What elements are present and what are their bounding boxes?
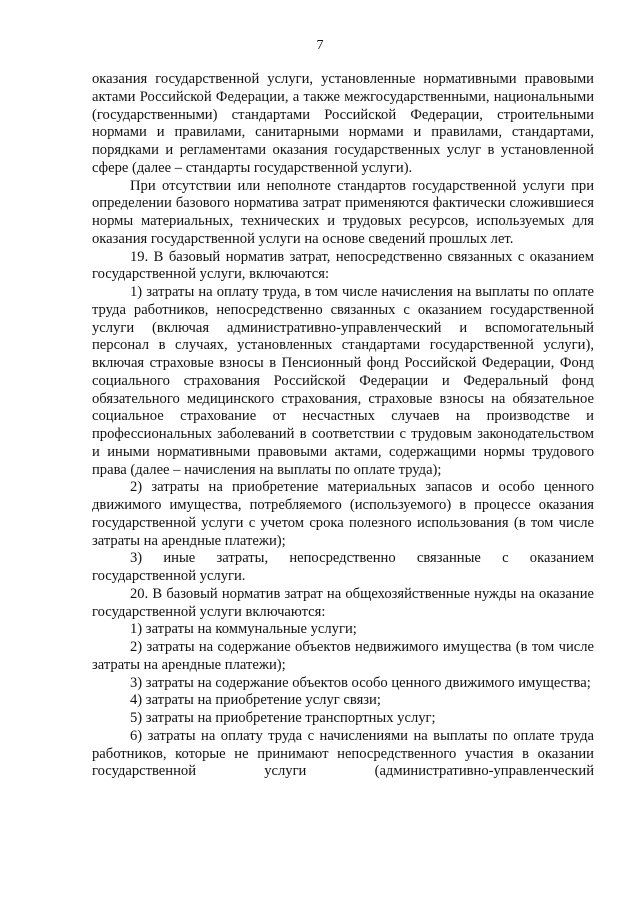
paragraph: 3) затраты на содержание объектов особо ценного движимого имущества; [130, 674, 591, 691]
paragraph: 5) затраты на приобретение транспортных услуг; [130, 710, 436, 726]
paragraph: 19. В базовый норматив затрат, непосредственно связанных с оказанием государственной услуги, включаются: [92, 248, 594, 283]
paragraph: При отсутствии или неполноте стандартов государственной услуги при определении базового норматива затрат применяются фактически сложившиеся нормы материальных, технических и трудовых ресурсов, используемых для оказания государственной услуги на основе сведений прошлых лет. [92, 177, 594, 247]
paragraph: 4) затраты на приобретение услуг связи; [130, 692, 381, 709]
paragraph: 1) затраты на оплату труда, в том числе начисления на выплаты по оплате труда работников, непосредственно связанных с оказанием государственной услуги (включая административно-управленческий и вспомогательный персонал в случаях, установленных стандартами государственной услуги), включая страховые взносы в Пенсионный фонд Российской Федерации, Фонд социального страхования Российской Федерации и Федеральный фонд обязательного медицинского страхования, страховые взносы на обязательное социальное страхование от несчастных случаев на производстве и профессиональных заболеваний в соответствии с трудовым законодательством и иными нормативными правовыми актами, содержащими нормы трудового права (далее – начисления на выплаты по оплате труда); [92, 284, 594, 478]
page-number: 7 [316, 38, 324, 53]
paragraph: 6) затраты на оплату труда с начислениями на выплаты по оплате труда работников, которые не принимают непосредственного участия в оказании государственной услуги (административно-управленческий [92, 727, 594, 780]
paragraph: 20. В базовый норматив затрат на общехозяйственные нужды на оказание государственной услуги включаются: [92, 585, 594, 620]
document-body [92, 71, 594, 781]
paragraph: 2) затраты на содержание объектов недвижимого имущества (в том числе затраты на арендные платежи); [92, 639, 594, 673]
paragraph: 3) иные затраты, непосредственно связанные с оказанием государственной услуги. [92, 550, 594, 584]
paragraph: 2) затраты на приобретение материальных запасов и особо ценного движимого имущества, потребляемого (используемого) в процессе оказания государственной услуги с учетом срока полезного использования (в том числе затраты на арендные платежи); [92, 479, 594, 549]
paragraph: 1) затраты на коммунальные услуги; [130, 621, 357, 638]
paragraph: оказания государственной услуги, установленные нормативными правовыми актами Российской Федерации, а также межгосударственными, национальными (государственными) стандартами Российской Федерации, строительными нормами и правилами, санитарными нормами и правилами, стандартами, порядками и регламентами оказания государственных услуг в установленной сфере (далее – стандарты государственной услуги). [92, 71, 594, 176]
